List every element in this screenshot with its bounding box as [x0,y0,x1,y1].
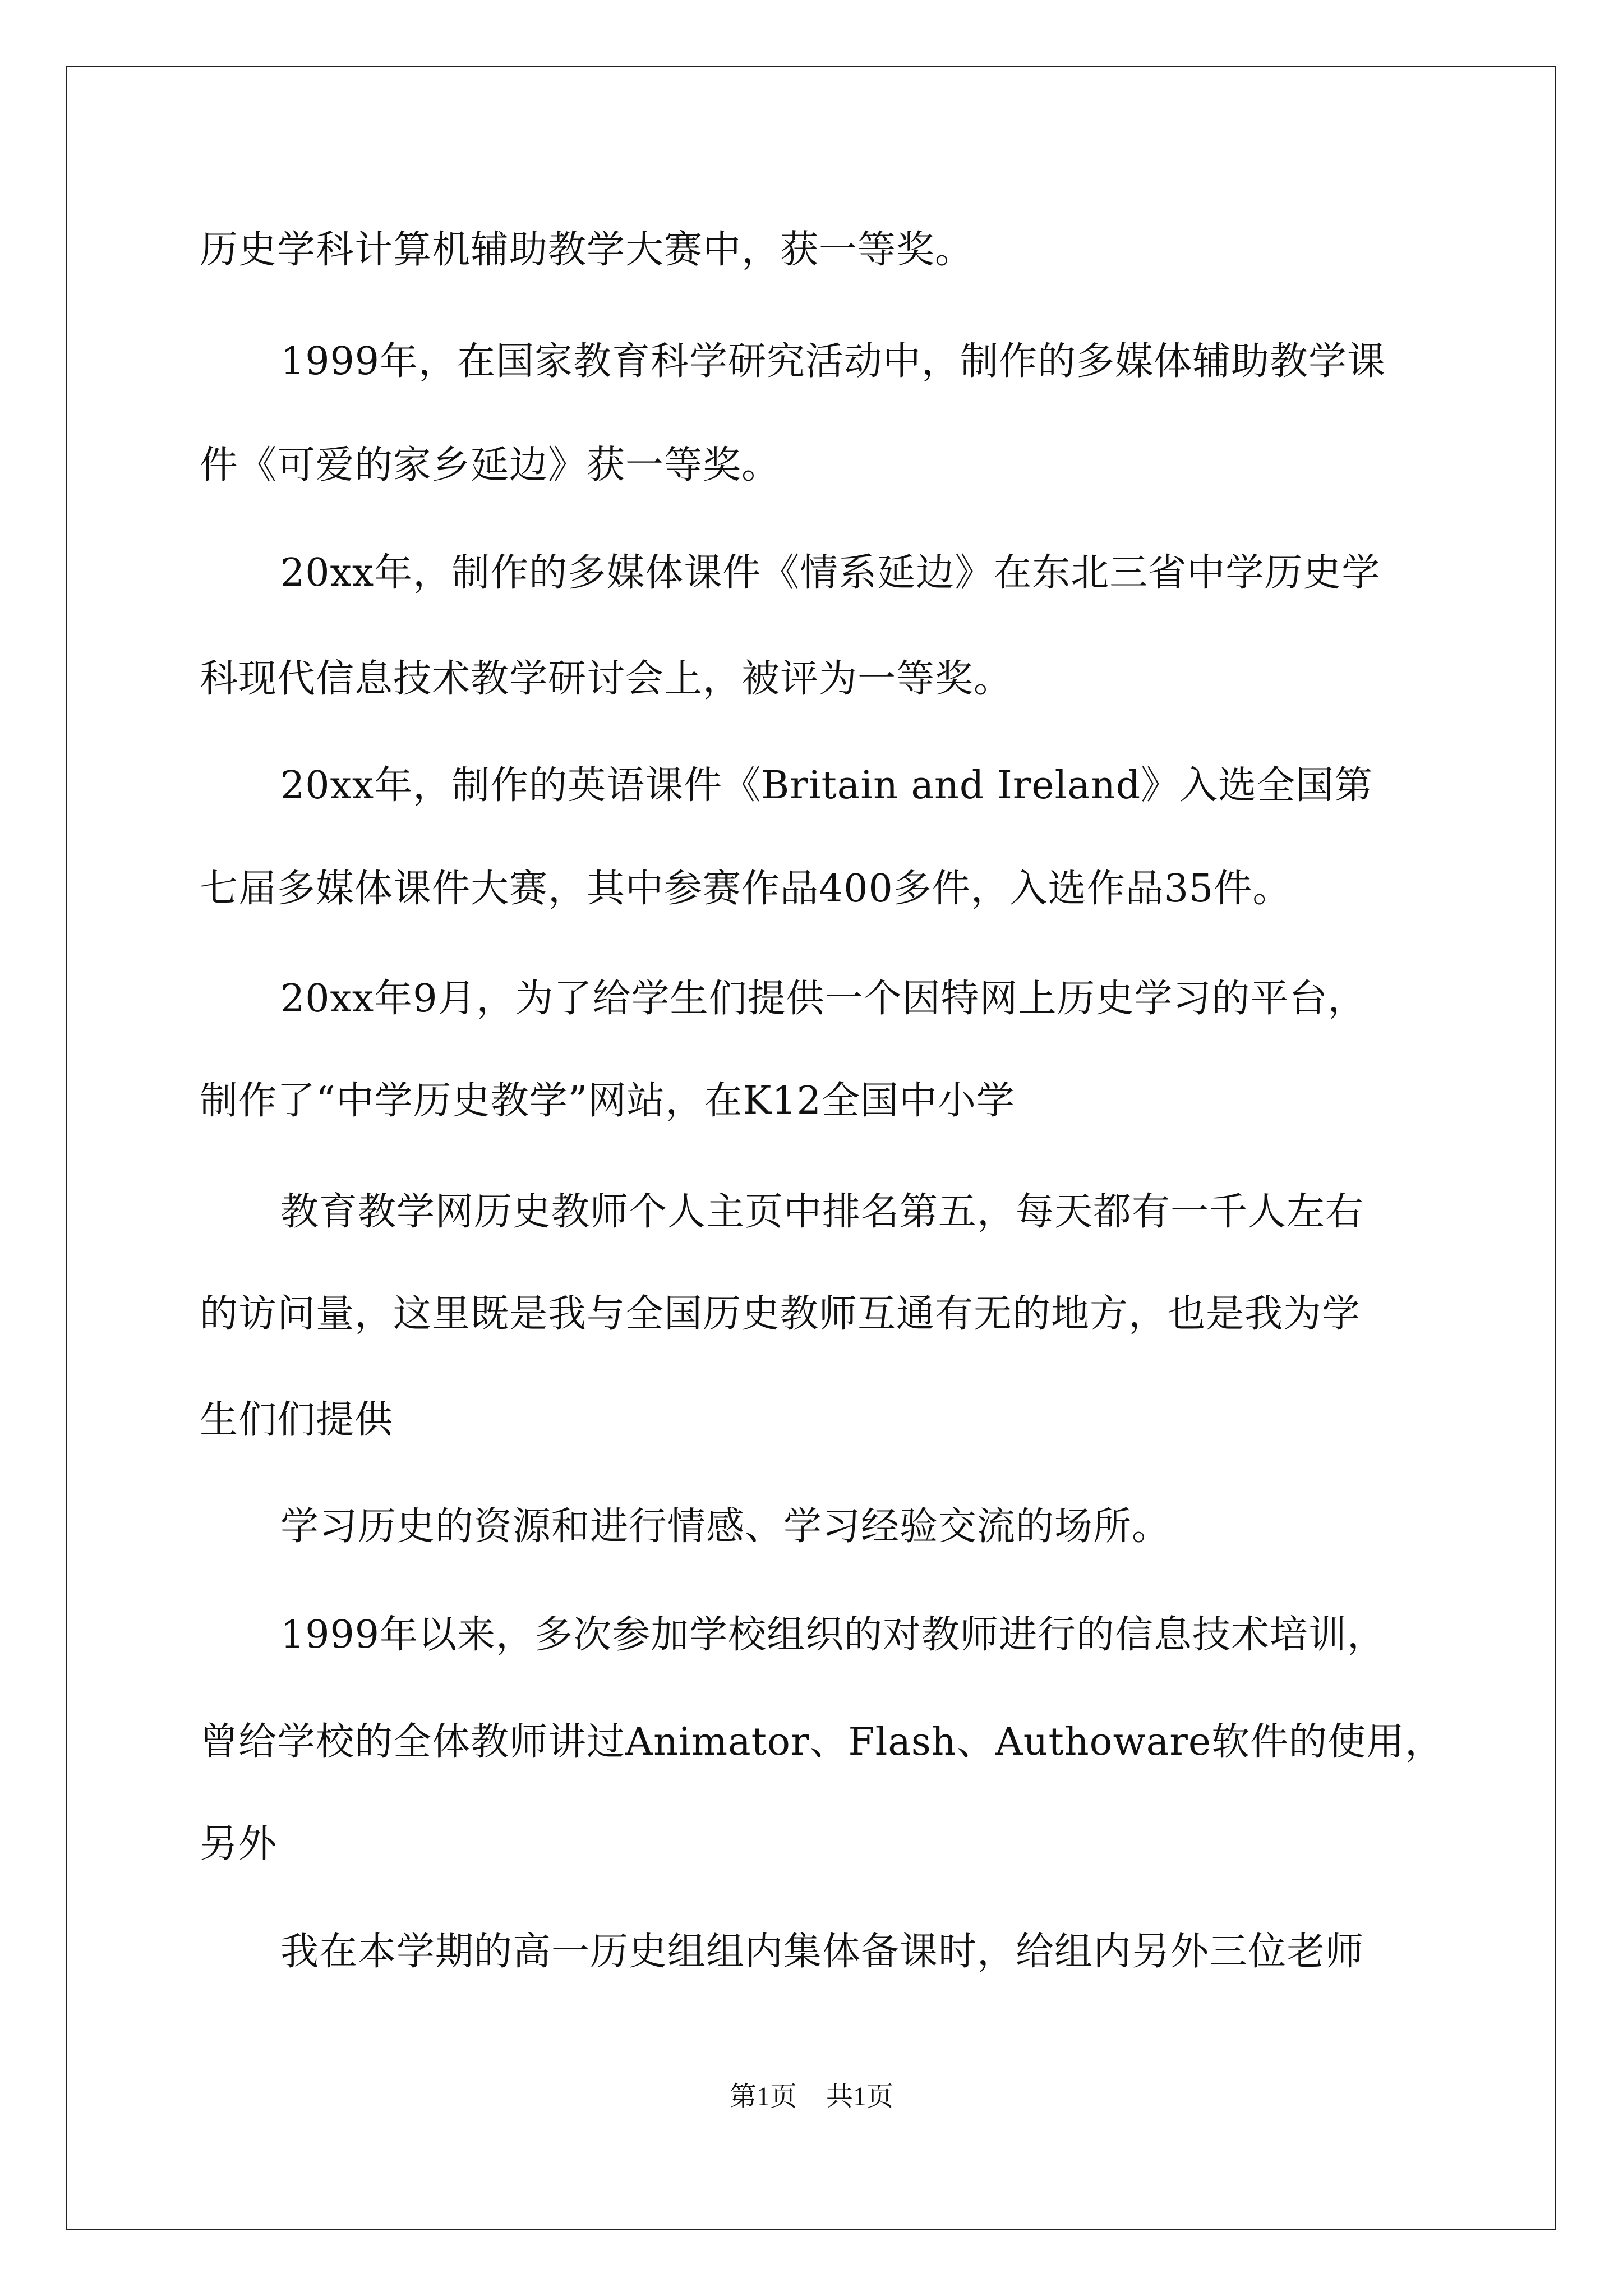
body-line-11: 的访问量，这里既是我与全国历史教师互通有无的地方，也是我为学 [200,1292,1361,1336]
page-number: 第1页 [729,2082,797,2111]
body-line-13: 学习历史的资源和进行情感、学习经验交流的场所。 [280,1504,1171,1549]
body-line-3: 件《可爱的家乡延边》获一等奖。 [200,443,781,487]
body-line-2: 1999年，在国家教育科学研究活动中，制作的多媒体辅助教学课 [280,339,1386,384]
body-line-10: 教育教学网历史教师个人主页中排名第五，每天都有一千人左右 [280,1190,1364,1234]
body-line-7: 七届多媒体课件大赛，其中参赛作品400多件，入选作品35件。 [200,867,1292,911]
body-line-5: 科现代信息技术教学研讨会上，被评为一等奖。 [200,657,1013,701]
body-line-8: 20xx年9月，为了给学生们提供一个因特网上历史学习的平台， [280,977,1367,1021]
body-line-16: 另外 [200,1822,278,1866]
body-line-14: 1999年以来，多次参加学校组织的对教师进行的信息技术培训， [280,1613,1386,1657]
page-total: 共1页 [826,2082,894,2111]
body-line-4: 20xx年，制作的多媒体课件《情系延边》在东北三省中学历史学 [280,551,1381,595]
body-line-15: 曾给学校的全体教师讲过Animator、Flash、Authoware软件的使用， [200,1720,1444,1764]
body-line-17: 我在本学期的高一历史组组内集体备课时，给组内另外三位老师 [280,1930,1364,1974]
body-line-12: 生们们提供 [200,1398,394,1442]
body-line-9: 制作了“中学历史教学”网站，在K12全国中小学 [200,1079,1015,1123]
page-frame [66,66,1556,2230]
page-footer [0,2080,1623,2114]
body-line-6: 20xx年，制作的英语课件《Britain and Ireland》入选全国第 [280,763,1373,808]
body-line-1: 历史学科计算机辅助教学大赛中，获一等奖。 [200,228,974,272]
